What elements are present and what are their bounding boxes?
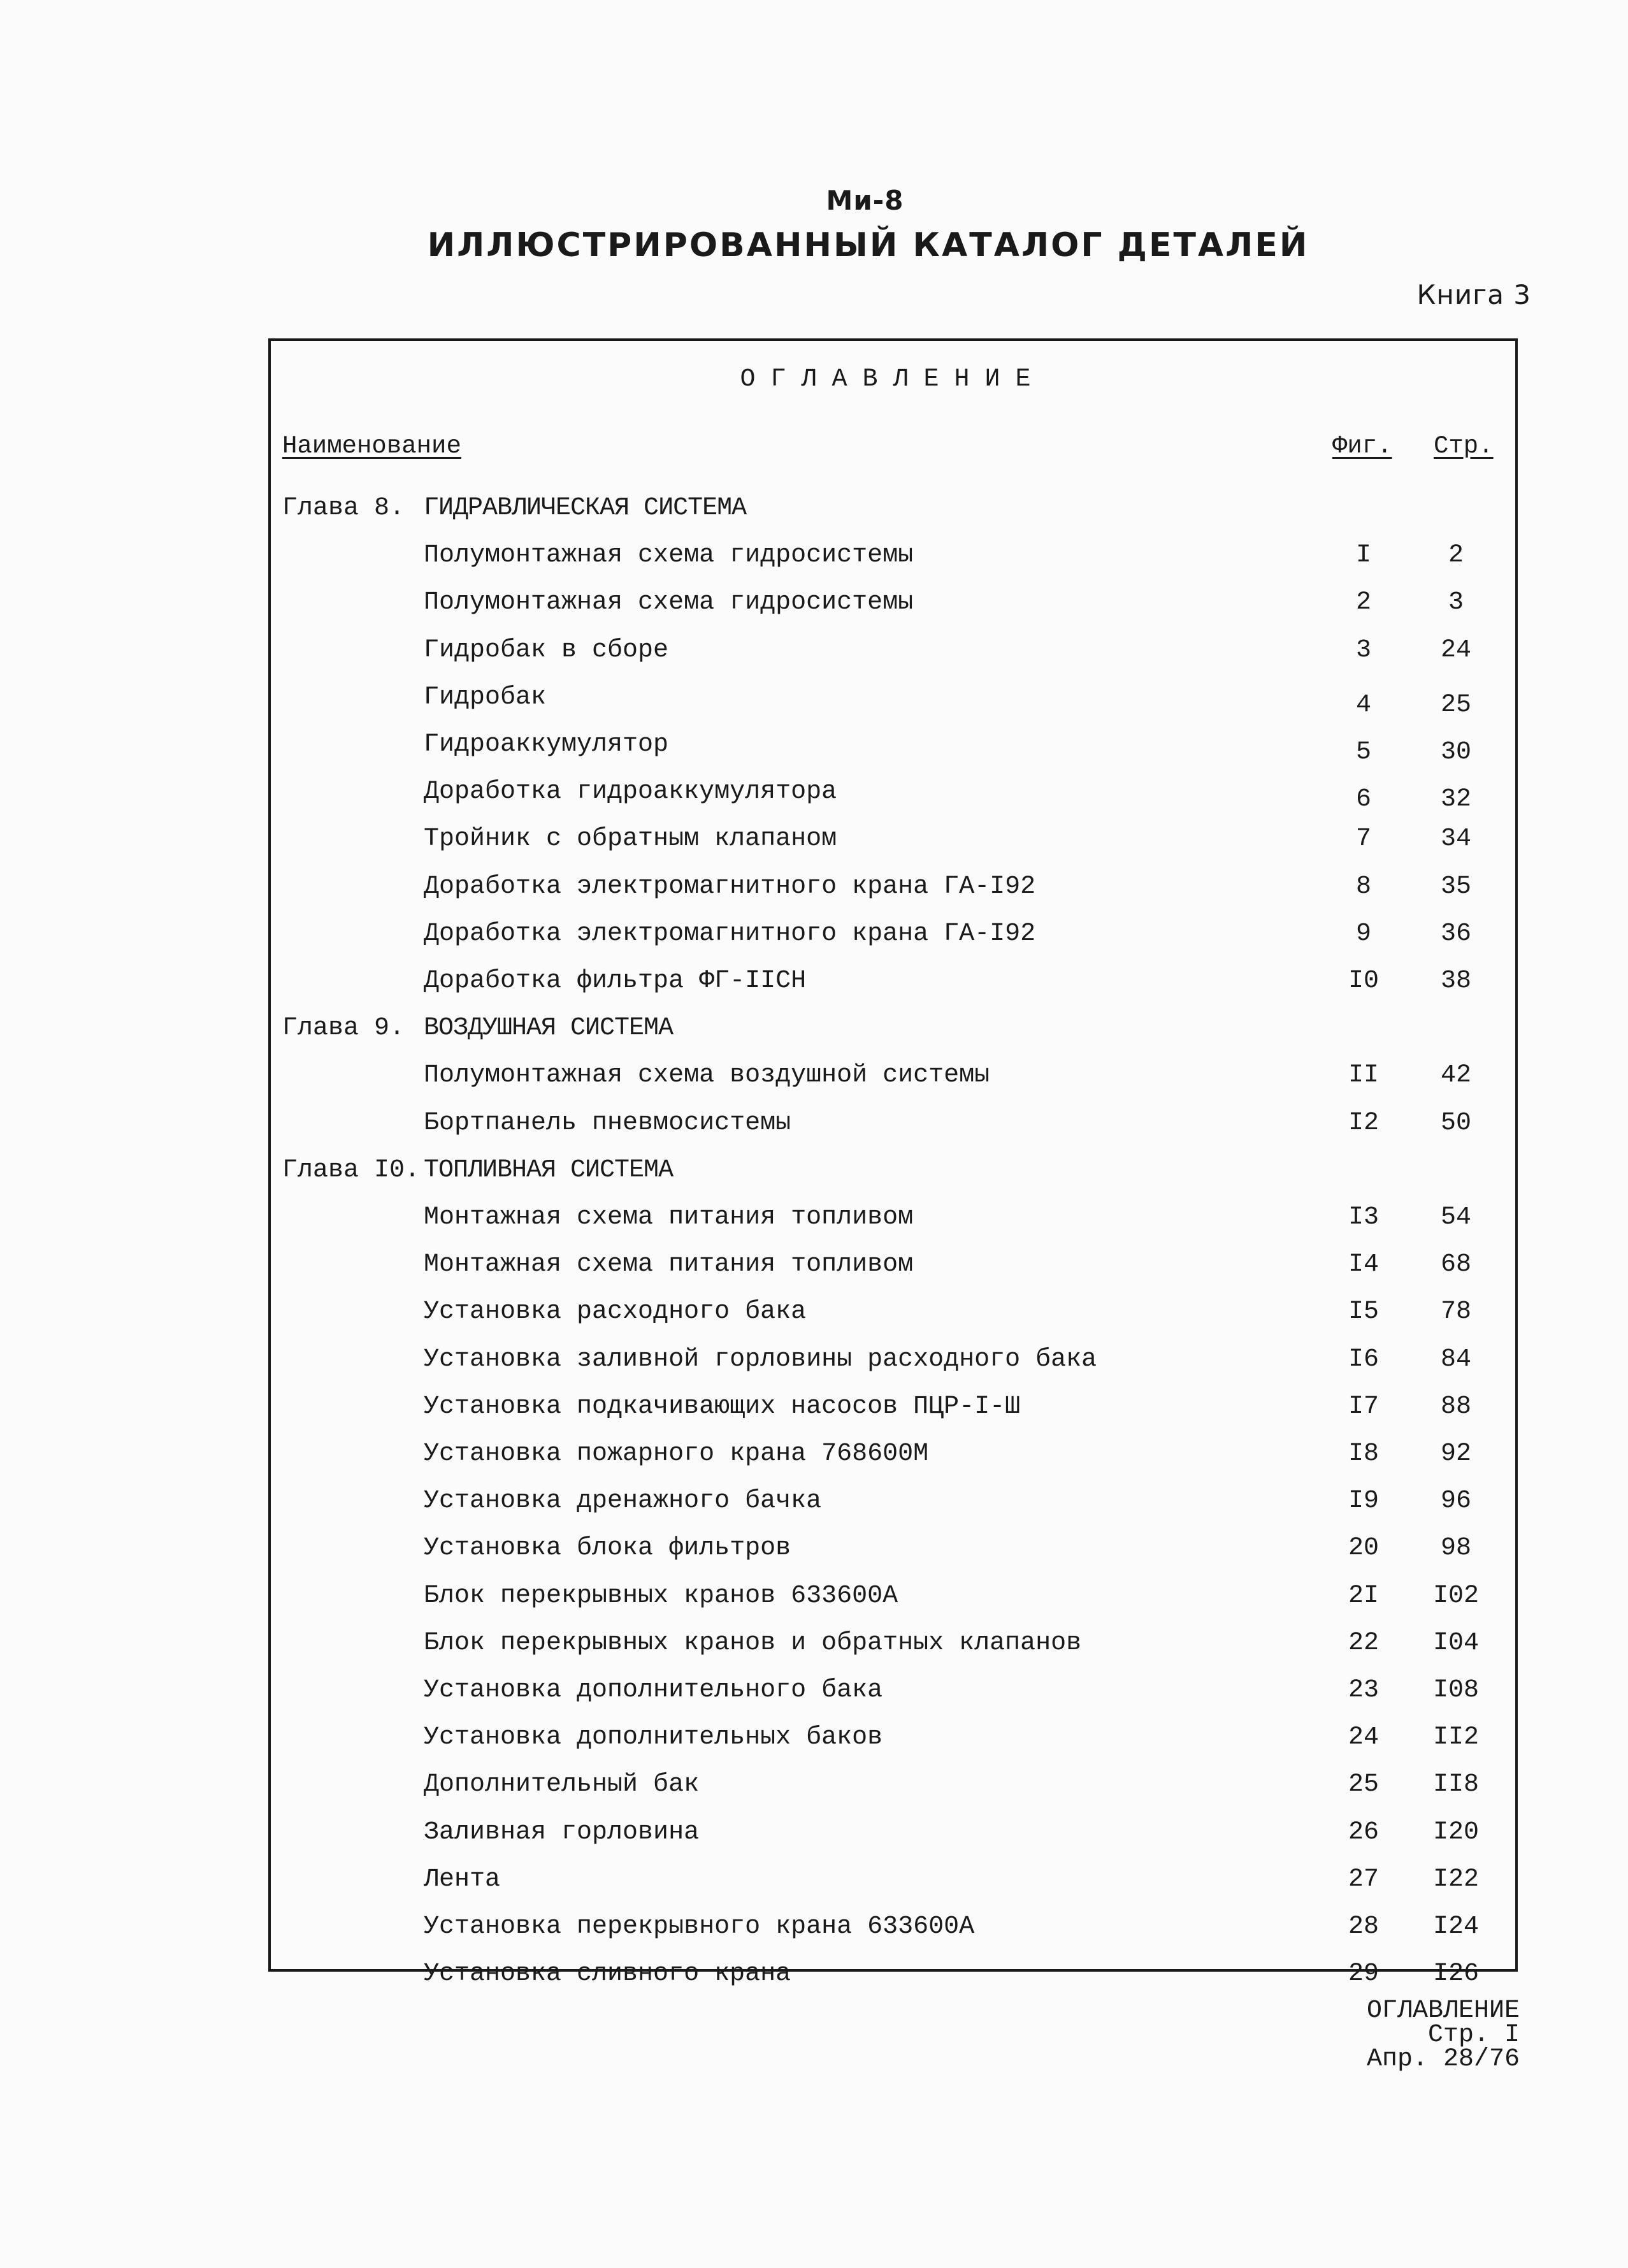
item-title: Установка дополнительного бака	[424, 1676, 883, 1705]
item-title: Установка блока фильтров	[424, 1534, 791, 1563]
footer-section: ОГЛАВЛЕНИЕ	[1366, 1997, 1520, 2025]
page-number: 3	[1448, 588, 1464, 617]
page-number: 38	[1440, 967, 1471, 995]
toc-row	[271, 1392, 1515, 1431]
toc-row	[271, 730, 1515, 769]
toc-row	[271, 1061, 1515, 1099]
chapter-title: ВОЗДУШНАЯ СИСТЕМА	[424, 1014, 674, 1043]
figure-number: I6	[1348, 1345, 1379, 1374]
toc-title: ОГЛАВЛЕНИЕ	[740, 365, 1046, 394]
toc-row	[271, 1487, 1515, 1525]
item-title: Дополнительный бак	[424, 1770, 700, 1799]
figure-number: II	[1348, 1061, 1379, 1090]
figure-number: 24	[1348, 1723, 1379, 1752]
item-title: Лента	[424, 1865, 501, 1894]
page-number: 35	[1440, 872, 1471, 901]
page-number: 78	[1440, 1297, 1471, 1326]
item-title: Доработка фильтра ФГ-IIСН	[424, 967, 807, 995]
page-number: I24	[1432, 1912, 1479, 1941]
book-number: Книга 3	[1416, 279, 1531, 310]
item-title: Бортпанель пневмосистемы	[424, 1109, 791, 1138]
toc-row	[271, 1960, 1515, 1998]
page-number: 88	[1440, 1392, 1471, 1421]
page-number: I08	[1432, 1676, 1479, 1705]
figure-number: 8	[1355, 872, 1371, 901]
toc-row	[271, 920, 1515, 958]
page-number: 42	[1440, 1061, 1471, 1090]
figure-number: 6	[1355, 785, 1371, 814]
item-title: Блок перекрывных кранов 633600А	[424, 1582, 898, 1610]
figure-number: 2	[1355, 588, 1371, 617]
toc-row	[271, 588, 1515, 626]
page-number: I02	[1432, 1582, 1479, 1610]
toc-row	[271, 1723, 1515, 1761]
page-number: 98	[1440, 1534, 1471, 1563]
item-title: Установка сливного крана	[424, 1960, 791, 1988]
toc-row	[271, 1250, 1515, 1289]
item-title: Полумонтажная схема гидросистемы	[424, 588, 914, 617]
footer-page: Стр. I	[1427, 2021, 1520, 2049]
page-number: 34	[1440, 825, 1471, 853]
item-title: Гидробак	[424, 683, 547, 712]
figure-number: I8	[1348, 1440, 1379, 1468]
toc-row	[271, 777, 1515, 816]
toc-row	[271, 1629, 1515, 1667]
figure-number: 5	[1355, 738, 1371, 767]
figure-number: 29	[1348, 1960, 1379, 1988]
figure-number: 20	[1348, 1534, 1379, 1563]
toc-row	[271, 1676, 1515, 1714]
toc-row	[271, 1345, 1515, 1383]
item-title: Гидробак в сборе	[424, 636, 669, 665]
page-number: 30	[1440, 738, 1471, 767]
figure-number: I3	[1348, 1203, 1379, 1232]
item-title: Гидроаккумулятор	[424, 730, 669, 759]
figure-number: 9	[1355, 920, 1371, 948]
page-number: 50	[1440, 1109, 1471, 1138]
toc-frame	[268, 338, 1518, 1988]
toc-chapter-row	[271, 1014, 1515, 1052]
page-number: 54	[1440, 1203, 1471, 1232]
toc-chapter-row	[271, 494, 1515, 532]
item-title: Установка расходного бака	[424, 1297, 807, 1326]
toc-chapter-row	[271, 1156, 1515, 1194]
page-number: 96	[1440, 1487, 1471, 1515]
column-header-page: Стр.	[1434, 432, 1494, 460]
page-footer	[1351, 1999, 1520, 2072]
item-title: Тройник с обратным клапаном	[424, 825, 837, 853]
toc-row	[271, 825, 1515, 863]
chapter-title: ГИДРАВЛИЧЕСКАЯ СИСТЕМА	[424, 494, 747, 523]
figure-number: I	[1355, 541, 1371, 570]
item-title: Установка дополнительных баков	[424, 1723, 883, 1752]
figure-number: I5	[1348, 1297, 1379, 1326]
page-number: I04	[1432, 1629, 1479, 1658]
toc-row	[271, 872, 1515, 911]
column-header-figure: Фиг.	[1332, 432, 1392, 460]
document-model: Ми-8	[826, 185, 904, 216]
item-title: Монтажная схема питания топливом	[424, 1250, 914, 1279]
figure-number: I9	[1348, 1487, 1379, 1515]
toc-row	[271, 1582, 1515, 1620]
item-title: Установка перекрывного крана 633600А	[424, 1912, 975, 1941]
item-title: Блок перекрывных кранов и обратных клапанов	[424, 1629, 1082, 1658]
page-number: I22	[1432, 1865, 1479, 1894]
page-number: 24	[1440, 636, 1471, 665]
figure-number: 2I	[1348, 1582, 1379, 1610]
figure-number: I4	[1348, 1250, 1379, 1279]
figure-number: 4	[1355, 691, 1371, 719]
item-title: Полумонтажная схема гидросистемы	[424, 541, 914, 570]
figure-number: 28	[1348, 1912, 1379, 1941]
toc-row	[271, 636, 1515, 674]
toc-row	[271, 1912, 1515, 1951]
page-number: 2	[1448, 541, 1464, 570]
toc-row	[271, 541, 1515, 579]
figure-number: I7	[1348, 1392, 1379, 1421]
figure-number: 7	[1355, 825, 1371, 853]
item-title: Доработка электромагнитного крана ГА-I92	[424, 872, 1036, 901]
item-title: Полумонтажная схема воздушной системы	[424, 1061, 990, 1090]
toc-row	[271, 1297, 1515, 1336]
page-number: I26	[1432, 1960, 1479, 1988]
figure-number: 22	[1348, 1629, 1379, 1658]
toc-row	[271, 1770, 1515, 1809]
page-number: 68	[1440, 1250, 1471, 1279]
chapter-label: Глава 9.	[282, 1014, 405, 1043]
figure-number: I0	[1348, 967, 1379, 995]
page-number: I20	[1432, 1818, 1479, 1847]
toc-row	[271, 1109, 1515, 1147]
catalog-title: ИЛЛЮСТРИРОВАННЫЙ КАТАЛОГ ДЕТАЛЕЙ	[427, 226, 1309, 264]
item-title: Доработка гидроаккумулятора	[424, 777, 837, 806]
chapter-label: Глава 8.	[282, 494, 405, 523]
toc-row	[271, 967, 1515, 1005]
item-title: Заливная горловина	[424, 1818, 700, 1847]
chapter-label: Глава I0.	[282, 1156, 421, 1185]
figure-number: 23	[1348, 1676, 1379, 1705]
figure-number: 26	[1348, 1818, 1379, 1847]
page-number: II8	[1432, 1770, 1479, 1799]
figure-number: 25	[1348, 1770, 1379, 1799]
page-number: 25	[1440, 691, 1471, 719]
page-number: II2	[1432, 1723, 1479, 1752]
toc-row	[271, 1818, 1515, 1856]
footer-date: Апр. 28/76	[1366, 2045, 1520, 2074]
figure-number: 27	[1348, 1865, 1379, 1894]
toc-row	[271, 1203, 1515, 1241]
column-header-name: Наименование	[282, 432, 461, 460]
page-number: 36	[1440, 920, 1471, 948]
chapter-title: ТОПЛИВНАЯ СИСТЕМА	[424, 1156, 674, 1185]
item-title: Установка пожарного крана 768600М	[424, 1440, 929, 1468]
page-number: 84	[1440, 1345, 1471, 1374]
toc-row	[271, 1865, 1515, 1903]
item-title: Монтажная схема питания топливом	[424, 1203, 914, 1232]
figure-number: 3	[1355, 636, 1371, 665]
item-title: Доработка электромагнитного крана ГА-I92	[424, 920, 1036, 948]
figure-number: I2	[1348, 1109, 1379, 1138]
item-title: Установка дренажного бачка	[424, 1487, 822, 1515]
item-title: Установка заливной горловины расходного бака	[424, 1345, 1097, 1374]
page-number: 92	[1440, 1440, 1471, 1468]
page-number: 32	[1440, 785, 1471, 814]
toc-row	[271, 1440, 1515, 1478]
toc-row	[271, 1534, 1515, 1572]
toc-row	[271, 683, 1515, 721]
item-title: Установка подкачивающих насосов ПЦР-I-Ш	[424, 1392, 1021, 1421]
